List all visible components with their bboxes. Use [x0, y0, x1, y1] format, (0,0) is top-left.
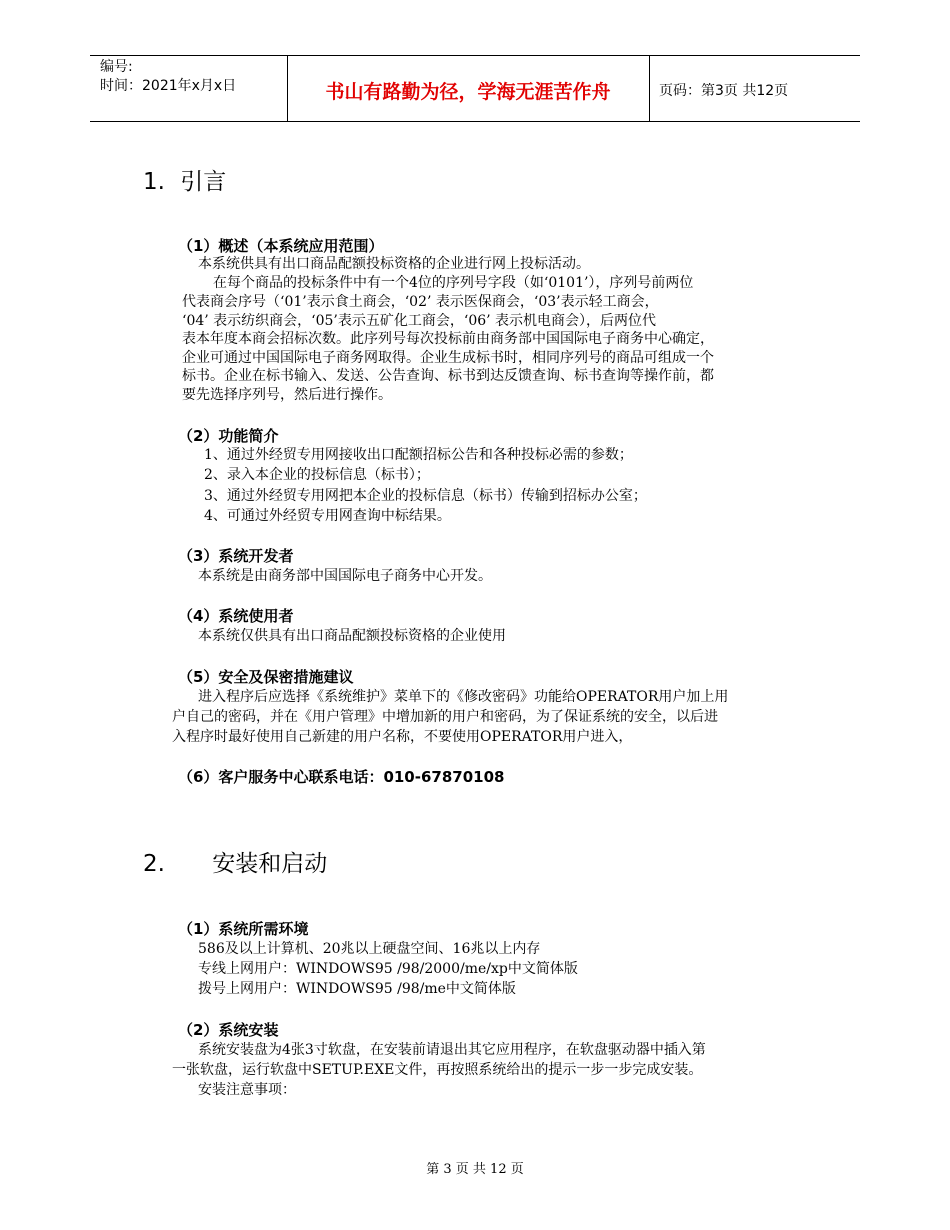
section-2-title: 安装和启动: [212, 851, 328, 877]
document-number-label: 编号:: [100, 59, 133, 75]
paragraph-line: 系统安装盘为4张3寸软盘，在安装前请退出其它应用程序，在软盘驱动器中插入第: [198, 1042, 706, 1058]
header-top-rule: [90, 55, 860, 56]
header-divider-right: [649, 56, 650, 122]
paragraph-line: 表本年度本商会招标次数。此序列号每次投标前由商务部中国国际电子商务中心确定，: [182, 331, 714, 347]
document-date-label: 时间：2021年x月x日: [100, 78, 237, 94]
page-footer: 第 3 页 共 12 页: [426, 1162, 524, 1177]
paragraph-line: 入程序时最好使用自己新建的用户名称，不要使用OPERATOR用户进入，: [172, 729, 633, 745]
paragraph-line: 要先选择序列号，然后进行操作。: [182, 387, 392, 403]
subsection-1-6-title: （6）客户服务中心联系电话：010-67870108: [178, 768, 505, 786]
list-item: 3、通过外经贸专用网把本企业的投标信息（标书）传输到招标办公室；: [204, 488, 647, 504]
list-item: 4、可通过外经贸专用网查询中标结果。: [204, 508, 451, 524]
paragraph-line: 本系统仅供具有出口商品配额投标资格的企业使用: [198, 628, 506, 644]
subsection-1-1-title: （1）概述（本系统应用范围）: [178, 237, 384, 255]
header-motto: 书山有路勤为径，学海无涯苦作舟: [325, 81, 611, 103]
subsection-1-4-title: （4）系统使用者: [178, 607, 294, 625]
paragraph-line: 本系统是由商务部中国国际电子商务中心开发。: [198, 568, 492, 584]
paragraph-line: 代表商会序号（‘01’表示食土商会，‘02’ 表示医保商会，‘03’表示轻工商会，: [182, 294, 659, 310]
paragraph-line: 进入程序后应选择《系统维护》菜单下的《修改密码》功能给OPERATOR用户加上用: [198, 689, 729, 705]
subsection-1-5-title: （5）安全及保密措施建议: [178, 668, 354, 686]
section-1-heading: [143, 163, 226, 196]
paragraph-line: 户自己的密码，并在《用户管理》中增加新的用户和密码，为了保证系统的安全，以后进: [172, 709, 718, 725]
subsection-1-3-title: （3）系统开发者: [178, 547, 294, 565]
section-2-number: 2.: [143, 851, 165, 877]
subsection-2-2-title: （2）系统安装: [178, 1021, 279, 1039]
list-item: 2、录入本企业的投标信息（标书）；: [204, 467, 430, 483]
paragraph-line: 标书。企业在标书输入、发送、公告查询、标书到达反馈查询、标书查询等操作前，都: [182, 368, 714, 384]
header-page-info: 页码：第3页 共12页: [659, 83, 789, 99]
section-1-title: 引言: [180, 169, 227, 195]
paragraph-line: 拨号上网用户：WINDOWS95 /98/me中文简体版: [198, 981, 516, 997]
paragraph-line: 安装注意事项：: [198, 1082, 296, 1098]
header-bottom-rule: [90, 121, 860, 122]
section-1-number: 1.: [143, 169, 165, 195]
subsection-2-1-title: （1）系统所需环境: [178, 920, 309, 938]
section-2-heading: [143, 845, 327, 878]
paragraph-line: 在每个商品的投标条件中有一个4位的序列号字段（如‘0101’），序列号前两位: [213, 275, 694, 291]
subsection-1-2-title: （2）功能简介: [178, 427, 279, 445]
paragraph-line: 586及以上计算机、20兆以上硬盘空间、16兆以上内存: [198, 941, 541, 957]
paragraph-line: ‘04’ 表示纺织商会，‘05’表示五矿化工商会，‘06’ 表示机电商会），后两位代: [182, 313, 657, 329]
paragraph-line: 专线上网用户：WINDOWS95 /98/2000/me/xp中文简体版: [198, 961, 578, 977]
header-meta: [100, 58, 236, 96]
paragraph-line: 企业可通过中国国际电子商务网取得。企业生成标书时，相同序列号的商品可组成一个: [182, 350, 714, 366]
list-item: 1、通过外经贸专用网接收出口配额招标公告和各种投标必需的参数；: [204, 447, 633, 463]
paragraph-line: 一张软盘，运行软盘中SETUP.EXE文件，再按照系统给出的提示一步一步完成安装。: [172, 1062, 703, 1078]
paragraph-line: 本系统供具有出口商品配额投标资格的企业进行网上投标活动。: [198, 256, 590, 272]
